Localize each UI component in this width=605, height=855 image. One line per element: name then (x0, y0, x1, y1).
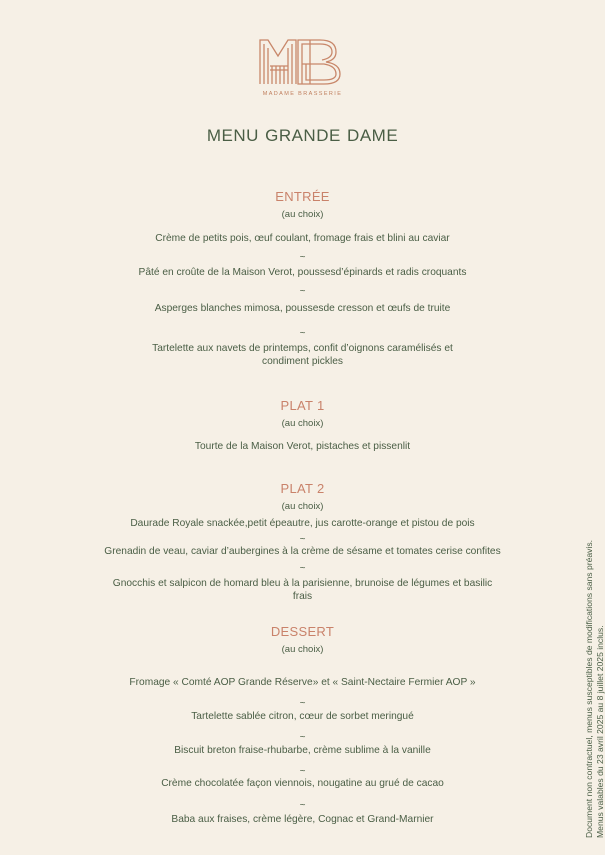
side-note-line-1: Document non contractuel, menus susceptibles de modifications sans préavis. (584, 539, 594, 838)
menu-item: Tartelette aux navets de printemps, confit d’oignons caramélisés et (152, 343, 453, 354)
menu-item: Fromage « Comté AOP Grande Réserve» et « Saint-Nectaire Fermier AOP » (129, 677, 476, 688)
separator-tilde: ~ (299, 732, 306, 743)
separator-tilde: ~ (299, 698, 306, 709)
menu-item: Biscuit breton fraise-rhubarbe, crème sublime à la vanille (174, 745, 431, 756)
menu-item-continuation: condiment pickles (262, 356, 343, 367)
menu-item: Gnocchis et salpicon de homard bleu à la parisienne, brunoise de légumes et basilic (112, 578, 493, 589)
choice-label: (au choix) (281, 501, 324, 512)
section-title-plat1: PLAT 1 (280, 398, 325, 413)
separator-tilde: ~ (299, 766, 306, 777)
menu-item: Crème de petits pois, œuf coulant, fromage frais et blini au caviar (155, 233, 450, 244)
choice-label: (au choix) (281, 644, 324, 655)
madame-brasserie-logo (258, 36, 342, 86)
menu-item: Tourte de la Maison Verot, pistaches et pissenlit (194, 441, 411, 452)
section-title-entree: ENTRÉE (275, 189, 330, 204)
separator-tilde: ~ (299, 328, 306, 339)
choice-label: (au choix) (281, 209, 324, 220)
menu-item: Daurade Royale snackée,petit épeautre, jus carotte-orange et pistou de pois (130, 518, 475, 529)
menu-item-continuation: frais (292, 591, 313, 602)
page-title: MENU GRANDE DAME (206, 126, 399, 145)
side-note (584, 478, 605, 838)
side-note-line-2: Menus valables du 23 avril 2025 au 8 juillet 2025 inclus. (595, 625, 605, 838)
separator-tilde: ~ (299, 563, 306, 574)
menu-item: Baba aux fraises, crème légère, Cognac et Grand-Marnier (171, 814, 434, 825)
menu-item: Grenadin de veau, caviar d’aubergines à la crème de sésame et tomates cerise confites (104, 546, 501, 557)
separator-tilde: ~ (299, 286, 306, 297)
separator-tilde: ~ (299, 534, 306, 545)
menu-item: Crème chocolatée façon viennois, nougatine au grué de cacao (161, 778, 444, 789)
menu-item: Tartelette sablée citron, cœur de sorbet meringué (191, 711, 414, 722)
menu-item: Pâté en croûte de la Maison Verot, poussesd’épinards et radis croquants (138, 267, 467, 278)
section-title-plat2: PLAT 2 (280, 481, 325, 496)
brand-subtitle: MADAME BRASSERIE (262, 91, 343, 97)
choice-label: (au choix) (281, 418, 324, 429)
section-title-dessert: DESSERT (270, 624, 335, 639)
menu-item: Asperges blanches mimosa, poussesde cresson et œufs de truite (154, 303, 451, 314)
separator-tilde: ~ (299, 252, 306, 263)
separator-tilde: ~ (299, 800, 306, 811)
